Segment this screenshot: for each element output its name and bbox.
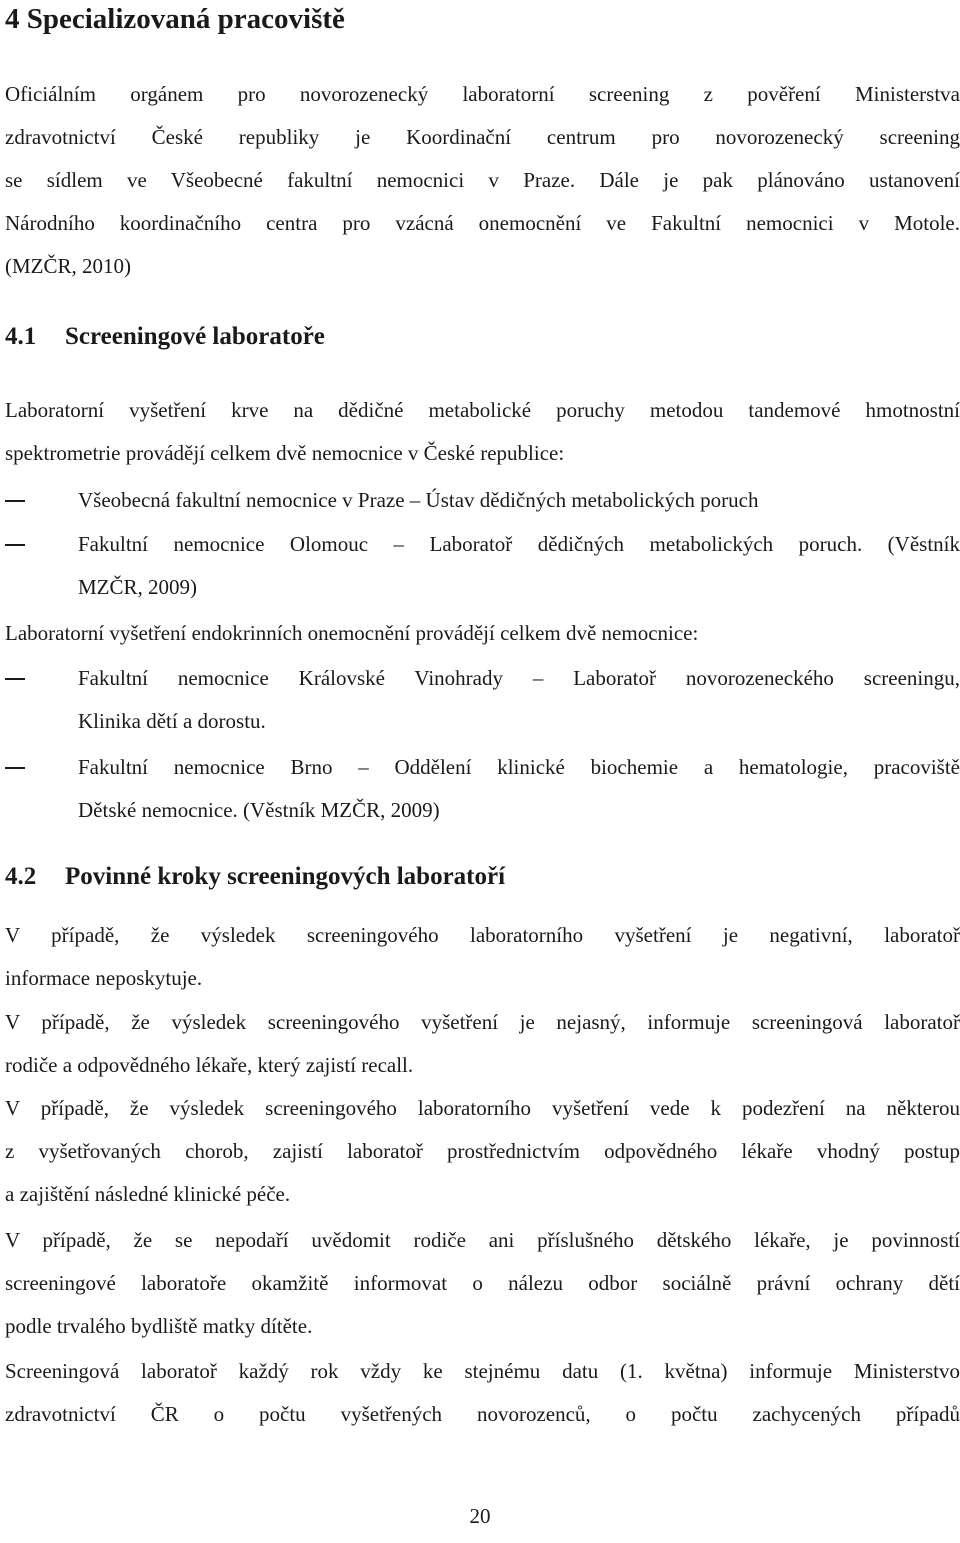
paragraph-line: zdravotnictví ČR o počtu vyšetřených novorozenců, o počtu zachycených případů (5, 1402, 960, 1426)
bullet-text: Klinika dětí a dorostu. (78, 709, 266, 733)
paragraph-line: informace neposkytuje. (5, 966, 203, 990)
lab-intro-line: Laboratorní vyšetření krve na dědičné metabolické poruchy metodou tandemové hmotnostní (5, 398, 960, 422)
paragraph-line: rodiče a odpovědného lékaře, který zajistí recall. (5, 1053, 414, 1077)
endo-intro-line: Laboratorní vyšetření endokrinních onemocnění provádějí celkem dvě nemocnice: (5, 621, 699, 645)
paragraph-line: V případě, že výsledek screeningového laboratorního vyšetření je negativní, laboratoř (5, 923, 960, 947)
dash-bullet-icon (5, 678, 25, 680)
bullet-text: Fakultní nemocnice Královské Vinohrady – Laboratoř novorozeneckého screeningu, (78, 666, 960, 690)
chapter-heading: 4 Specializovaná pracoviště (5, 3, 345, 35)
paragraph-line: screeningové laboratoře okamžitě informovat o nálezu odbor sociálně právní ochrany dětí (5, 1271, 960, 1295)
paragraph-line: V případě, že výsledek screeningového laboratorního vyšetření vede k podezření na některou (5, 1096, 960, 1120)
intro-line: se sídlem ve Všeobecné fakultní nemocnici v Praze. Dále je pak plánováno ustanovení (5, 168, 960, 192)
list-item (5, 746, 960, 832)
intro-line: (MZČR, 2010) (5, 254, 131, 278)
dash-bullet-icon (5, 500, 25, 502)
section-heading-4-2 (5, 862, 505, 892)
dash-bullet-icon (5, 544, 25, 546)
intro-line: Oficiálním orgánem pro novorozenecký laboratorní screening z pověření Ministerstva (5, 82, 960, 106)
paragraph-line: z vyšetřovaných chorob, zajistí laboratoř prostřednictvím odpovědného lékaře vhodný postup (5, 1139, 960, 1163)
paragraph-line: V případě, že se nepodaří uvědomit rodiče ani příslušného dětského lékaře, je povinností (5, 1228, 960, 1252)
endo-bullet-list (5, 657, 960, 832)
paragraph-line: Screeningová laboratoř každý rok vždy ke stejnému datu (1. května) informuje Ministerstvo (5, 1359, 960, 1383)
dash-bullet-icon (5, 767, 25, 769)
bullet-text: Všeobecná fakultní nemocnice v Praze – Ústav dědičných metabolických poruch (78, 488, 759, 512)
paragraph (5, 1001, 960, 1087)
bullet-text: MZČR, 2009) (78, 575, 198, 599)
lab-intro-line: spektrometrie provádějí celkem dvě nemocnice v České republice: (5, 441, 565, 465)
endo-intro-paragraph (5, 612, 960, 655)
section-title: Screeningové laboratoře (65, 323, 325, 350)
paragraph (5, 1087, 960, 1216)
paragraph-line: podle trvalého bydliště matky dítěte. (5, 1314, 313, 1338)
intro-paragraph (5, 73, 960, 288)
paragraph (5, 1350, 960, 1436)
section-number: 4.2 (5, 863, 37, 890)
page-number: 20 (469, 1504, 491, 1528)
intro-line: zdravotnictví České republiky je Koordinační centrum pro novorozenecký screening (5, 125, 960, 149)
paragraph (5, 1219, 960, 1348)
bullet-text: Fakultní nemocnice Olomouc – Laboratoř dědičných metabolických poruch. (Věstník (78, 532, 960, 556)
lab-bullet-list (5, 479, 960, 609)
paragraph-line: V případě, že výsledek screeningového vyšetření je nejasný, informuje screeningová laboratoř (5, 1010, 960, 1034)
paragraph-line: a zajištění následné klinické péče. (5, 1182, 291, 1206)
section-heading-4-1 (5, 322, 325, 352)
paragraph (5, 914, 960, 1000)
lab-intro-paragraph (5, 389, 960, 475)
list-item (5, 657, 960, 743)
list-item (5, 479, 960, 522)
bullet-text: Dětské nemocnice. (Věstník MZČR, 2009) (78, 798, 440, 822)
list-item (5, 523, 960, 609)
section-title: Povinné kroky screeningových laboratoří (65, 863, 506, 890)
section-number: 4.1 (5, 323, 37, 350)
intro-line: Národního koordinačního centra pro vzácná onemocnění ve Fakultní nemocnici v Motole. (5, 211, 960, 235)
bullet-text: Fakultní nemocnice Brno – Oddělení klinické biochemie a hematologie, pracoviště (78, 755, 960, 779)
